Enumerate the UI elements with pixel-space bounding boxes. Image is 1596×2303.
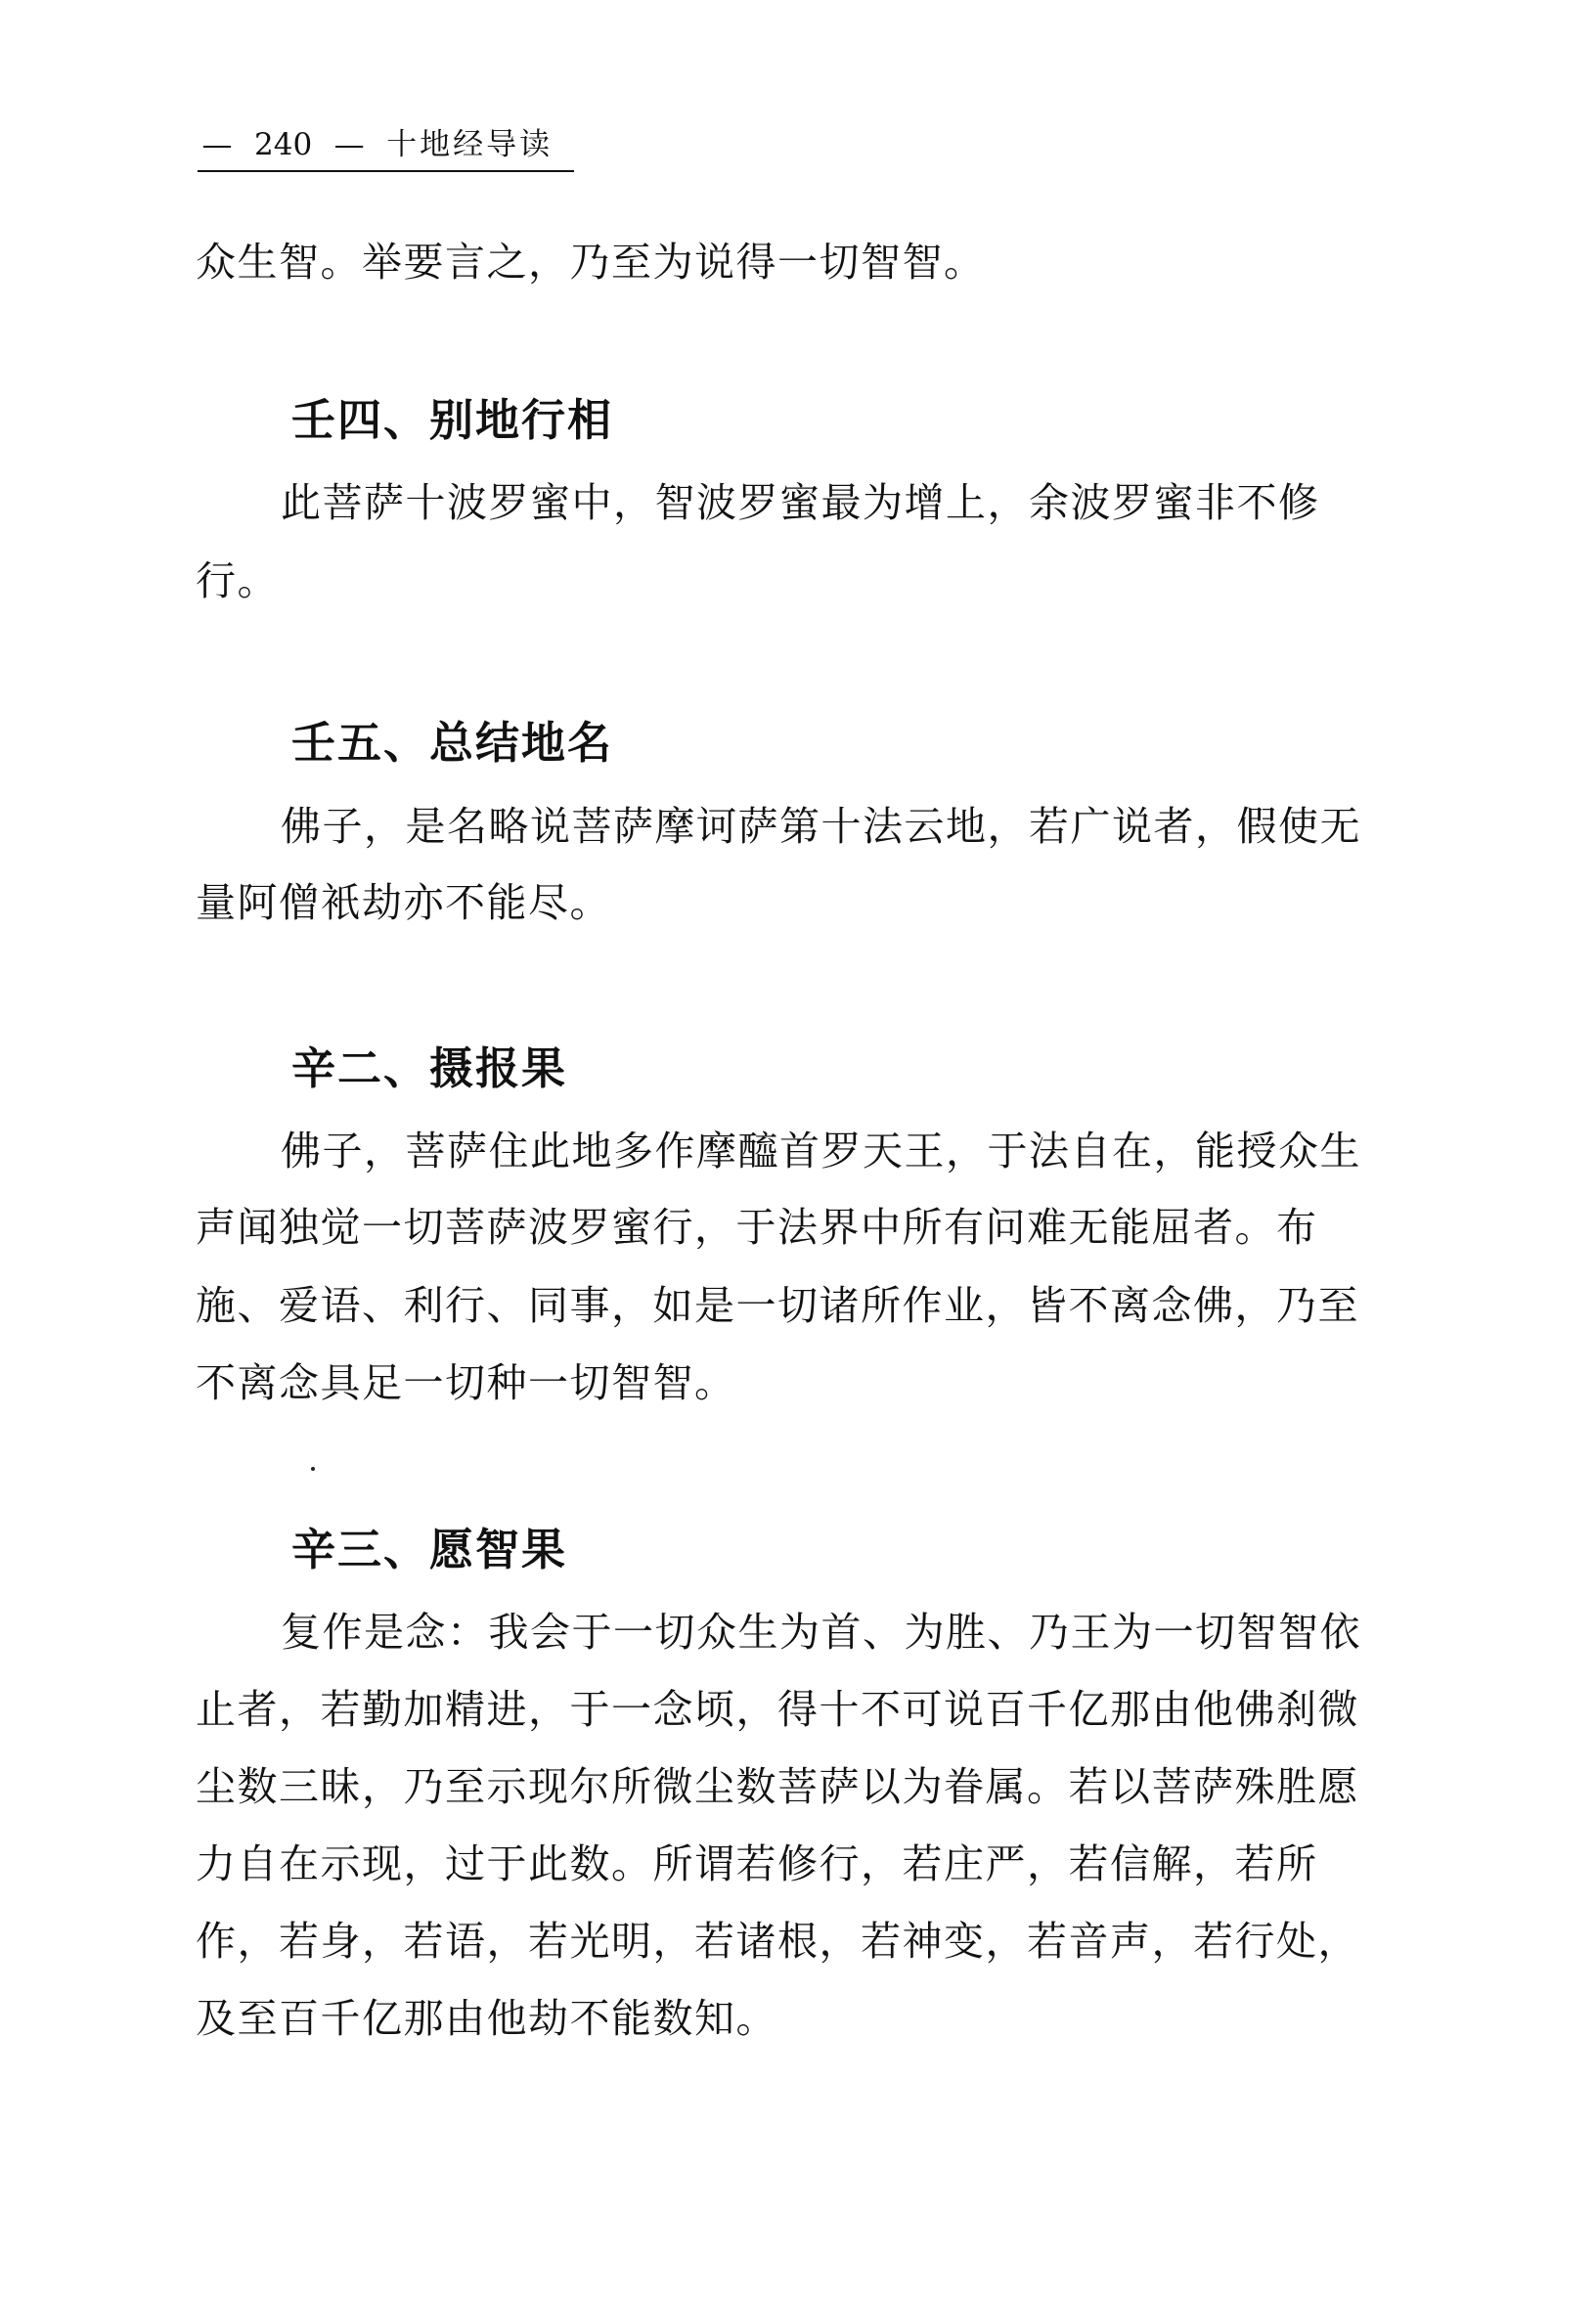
section-heading: 辛三、愿智果 — [291, 1524, 568, 1575]
paragraph-line: 力自在示现，过于此数。所谓若修行，若庄严，若信解，若所 — [196, 1840, 1318, 1887]
paragraph-line: 行。 — [196, 557, 279, 604]
paragraph-line: 不离念具足一切种一切智智。 — [196, 1359, 736, 1406]
print-speck — [311, 1467, 315, 1471]
section-heading: 辛二、摄报果 — [291, 1042, 568, 1094]
book-title: 十地经导读 — [386, 127, 554, 162]
paragraph-line: 及至百千亿那由他劫不能数知。 — [196, 1995, 777, 2042]
paragraph-line: 此菩萨十波罗蜜中，智波罗蜜最为增上，余波罗蜜非不修 — [281, 479, 1320, 526]
paragraph-line: 尘数三昧，乃至示现尔所微尘数菩萨以为眷属。若以菩萨殊胜愿 — [196, 1763, 1359, 1810]
paragraph-line: 施、爱语、利行、同事，如是一切诸所作业，皆不离念佛，乃至 — [196, 1282, 1359, 1329]
paragraph-line: 复作是念：我会于一切众生为首、为胜、乃王为一切智智依 — [281, 1609, 1361, 1656]
paragraph-line: 众生智。举要言之，乃至为说得一切智智。 — [196, 239, 986, 286]
header-dash-right: — — [333, 127, 365, 162]
header-dash-left: — — [201, 127, 233, 162]
section-heading: 壬四、别地行相 — [291, 394, 614, 446]
page-number: 240 — [254, 127, 313, 162]
paragraph-line: 量阿僧衹劫亦不能尽。 — [196, 879, 611, 926]
section-heading: 壬五、总结地名 — [291, 717, 614, 769]
paragraph-line: 止者，若勤加精进，于一念顷，得十不可说百千亿那由他佛刹微 — [196, 1686, 1359, 1733]
paragraph-line: 声闻独觉一切菩萨波罗蜜行，于法界中所有问难无能屈者。布 — [196, 1204, 1318, 1251]
running-header — [198, 125, 574, 172]
paragraph-line: 佛子，是名略说菩萨摩诃萨第十法云地，若广说者，假使无 — [281, 803, 1361, 850]
paragraph-line: 作，若身，若语，若光明，若诸根，若神变，若音声，若行处， — [196, 1918, 1359, 1965]
paragraph-line: 佛子，菩萨住此地多作摩醯首罗天王，于法自在，能授众生 — [281, 1128, 1361, 1174]
